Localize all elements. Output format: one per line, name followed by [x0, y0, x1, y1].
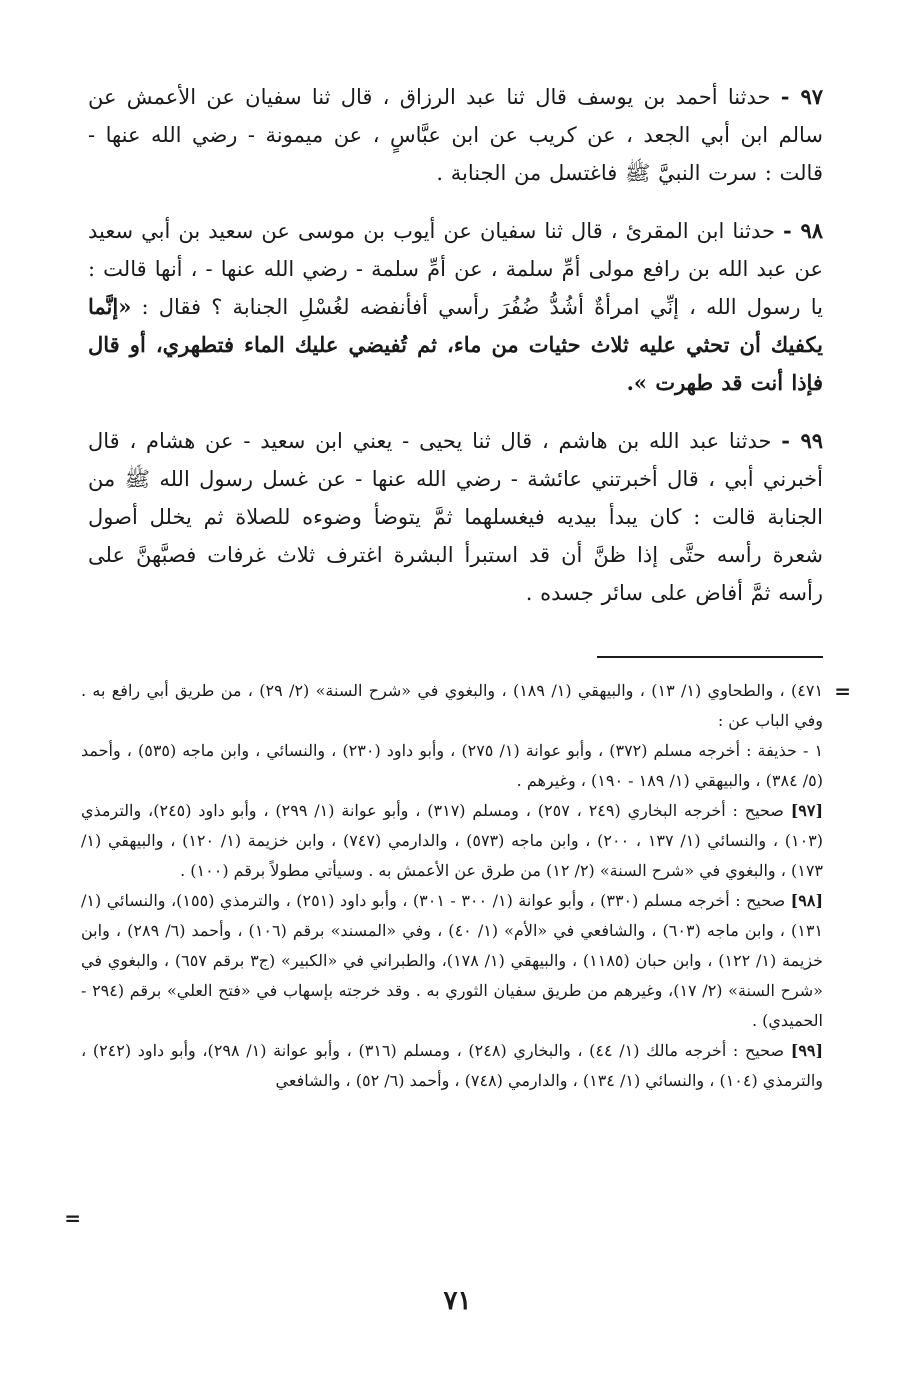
footnote-text: ١ - حذيفة : أخرجه مسلم (٣٧٢) ، وأبو عوانة (١/ ٢٧٥) ، وأبو داود (٢٣٠) ، والنسائي ، وابن ماجه (٥٣٥) ، وأحمد (٥/ ٣٨٤) ، والبيهقي (١/ ١٨٩ - ١٩٠) ، وغيرهم .: [81, 741, 824, 790]
page-number: ٧١: [443, 1286, 472, 1316]
hadith-quote: «إنَّما يكفيك أن تحثي عليه ثلاث حثيات من ماء، ثم تُفيضي عليك الماء فتطهري، أو قال فإذا أنت قد طهرت ».: [88, 294, 823, 395]
main-text: [88, 78, 823, 612]
footnote-text: ٤٧١) ، والطحاوي (١/ ١٣) ، والبيهقي (١/ ١٨٩) ، والبغوي في «شرح السنة» (٢/ ٢٩) ، من طريق أبي رافع به . وفي الباب عن :: [81, 681, 824, 730]
hadith-body: حدثنا أحمد بن يوسف قال ثنا عبد الرزاق ، قال ثنا سفيان عن الأعمش عن سالم ابن أبي الجعد ، عن كريب عن ابن عبَّاسٍ ، عن ميمونة - رضي الله عنها - قالت : سرت النبيَّ ﷺ فاغتسل من الجنابة .: [88, 85, 823, 185]
footnote-ref: [٩٩]: [790, 1041, 824, 1060]
footnote-97: [81, 796, 823, 886]
footnote-text: صحيح : أخرجه البخاري (٢٤٩ ، ٢٥٧) ، ومسلم (٣١٧) ، وأبو عوانة (١/ ٢٩٩) ، وأبو داود (٢٤٥)، والترمذي (١٠٣) ، والنسائي (١/ ١٣٧ ، ٢٠٠) ، وابن ماجه (٥٧٣) ، والدارمي (٧٤٧) ، وابن خزيمة (١/ ١٢٠) ، والبيهقي (١/ ١٧٣) ، والبغوي في «شرح السنة» (٢/ ١٢) من طرق عن الأعمش به . وسيأتي مطولاً برقم (١٠٠) .: [81, 801, 823, 880]
hadith-99: [88, 422, 823, 612]
hadith-body: حدثنا عبد الله بن هاشم ، قال ثنا يحيى - يعني ابن سعيد - عن هشام ، قال أخبرني أبي ، قال أخبرتني عائشة - رضي الله عنها - عن غسل رسول الله ﷺ من الجنابة قالت : كان يبدأ بيديه فيغسلهما ثمَّ يتوضأ وضوءه للصلاة ثم يخلل أصول شعرة رأسه حتَّى إذا ظنَّ أن قد استبرأ البشرة اغترف ثلاث غرفات فصبَّهنَّ على رأسه ثمَّ أفاض على سائر جسده .: [88, 429, 823, 605]
footnote-ref: [٩٨]: [790, 891, 824, 910]
hadith-98: [88, 212, 823, 402]
hadith-number: ٩٩ -: [781, 428, 823, 453]
footnote-99: [81, 1036, 823, 1096]
footnote: [81, 676, 823, 736]
hadith-body: حدثنا ابن المقرئ ، قال ثنا سفيان عن أيوب بن موسى عن سعيد بن أبي سعيد عن عبد الله بن رافع مولى أمِّ سلمة ، عن أمِّ سلمة - رضي الله عنها - ، أنها قالت : يا رسول الله ، إنِّي امرأةٌ أشُدُّ ضُفُرَ رأسي أفأنفضه لغُسْلِ الجنابة ؟ فقال :: [88, 219, 823, 319]
footnotes: [81, 676, 823, 1096]
footnote-text: صحيح : أخرجه مسلم (٣٣٠) ، وأبو عوانة (١/ ٣٠٠ - ٣٠١) ، وأبو داود (٢٥١) ، والترمذي (١٥٥)، والنسائي (١/ ١٣١) ، وابن ماجه (٦٠٣) ، والشافعي في «الأم» (١/ ٤٠) ، وفي «المسند» برقم (١٠٦) ، وأحمد (٦/ ٢٨٩) ، وابن خزيمة (١/ ١٢٢) ، وابن حبان (١١٨٥) ، والبيهقي (١/ ١٧٨)، والطبراني في «الكبير» (ج٣ برقم ٦٥٧) ، والبغوي في «شرح السنة» (٢/ ١٧)، وغيرهم من طريق سفيان الثوري به . وقد خرجته بإسهاب في «فتح العلي» برقم (٢٩٤ - الحميدي) .: [81, 891, 824, 1030]
hadith-number: ٩٧ -: [780, 84, 823, 109]
footnote-text: صحيح : أخرجه مالك (١/ ٤٤) ، والبخاري (٢٤٨) ، ومسلم (٣١٦) ، وأبو عوانة (١/ ٢٩٨)، وأبو داود (٢٤٢) ، والترمذي (١٠٤) ، والنسائي (١/ ١٣٤) ، والدارمي (٧٤٨) ، وأحمد (٦/ ٥٢) ، والشافعي: [81, 1041, 823, 1090]
footnote: [81, 736, 823, 796]
footnote-98: [81, 886, 823, 1036]
hadith-97: [88, 78, 823, 192]
continuation-mark-bottom: =: [64, 1206, 81, 1230]
hadith-number: ٩٨ -: [783, 218, 823, 243]
footnote-ref: [٩٧]: [790, 801, 824, 820]
continuation-mark-top: =: [834, 679, 851, 703]
footnote-separator: [597, 656, 823, 658]
